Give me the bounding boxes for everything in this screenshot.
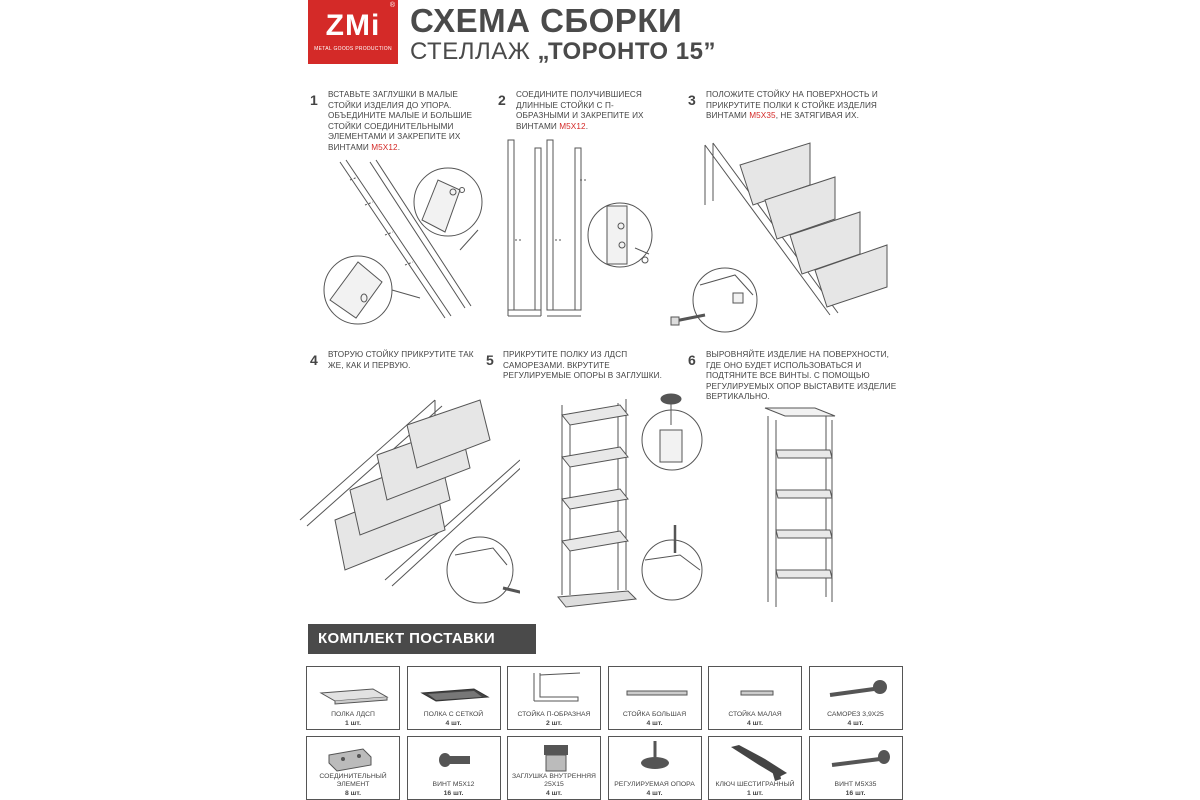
kit-item-name: САМОРЕЗ 3,9Х25 [827,710,884,718]
step-2-illustration [495,130,665,330]
kit-item-qty: 1 шт. [345,720,361,727]
step-2-suffix: . [585,121,589,131]
step-2-text [516,90,666,132]
step-4-illustration [295,380,520,610]
step-1-screw: М5Х12 [371,142,398,152]
step-3-illustration [665,135,900,335]
kit-item-name: СТОЙКА БОЛЬШАЯ [622,710,687,718]
kit-banner: КОМПЛЕКТ ПОСТАВКИ [308,624,536,654]
kit-item-name: ВИНТ М5Х35 [834,780,877,788]
step-5-illustration [550,385,705,615]
step-1-text [328,90,478,153]
kit-item-qty: 8 шт. [345,790,361,797]
step-3-suffix: , НЕ ЗАТЯГИВАЯ ИХ. [775,111,859,120]
logo-tagline: METAL GOODS PRODUCTION [314,46,392,52]
long-post-icon [609,667,703,711]
page-title: СХЕМА СБОРКИ [410,2,683,39]
step-3-number: 3 [688,92,696,108]
step-2-instruction: СОЕДИНИТЕ ПОЛУЧИВШИЕСЯ ДЛИННЫЕ СТОЙКИ С П-ОБРАЗНЫМИ И ЗАКРЕПИТЕ ИХ ВИНТАМИ [516,90,644,131]
step-4-text [328,350,478,371]
step-2-screw: М5Х12 [559,121,586,131]
kit-item [809,666,903,730]
kit-item [507,666,601,730]
step-5-number: 5 [486,352,494,368]
step-3-text [706,90,901,122]
kit-item [608,666,702,730]
short-post-icon [709,667,803,711]
kit-item [608,736,702,800]
kit-item [306,736,400,800]
step-4-instruction: ВТОРУЮ СТОЙКУ ПРИКРУТИТЕ ТАК ЖЕ, КАК И ПЕРВУЮ. [328,350,474,370]
kit-item-qty: 4 шт. [646,790,663,797]
brand-logo [308,0,398,64]
step-1-illustration [310,150,490,330]
page-subtitle [410,38,716,66]
step-6-illustration [760,402,840,612]
shelf-board-icon [307,667,401,711]
subtitle-model: „ТОРОНТО 15” [537,38,716,65]
step-4-number: 4 [310,352,318,368]
kit-item [809,736,903,800]
kit-item-name: СТОЙКА П-ОБРАЗНАЯ [517,710,591,718]
kit-item-qty: 4 шт. [445,720,462,727]
kit-item-qty: 16 шт. [443,790,464,797]
kit-item [407,666,501,730]
kit-item-name: ПОЛКА С СЕТКОЙ [423,710,484,718]
kit-item-name: СТОЙКА МАЛАЯ [728,710,782,718]
kit-item-qty: 4 шт. [747,720,763,727]
step-1-number: 1 [310,92,318,108]
mesh-shelf-icon [408,667,502,711]
step-3-instruction: ПОЛОЖИТЕ СТОЙКУ НА ПОВЕРХНОСТЬ И ПРИКРУТИТЕ ПОЛКИ К СТОЙКЕ ИЗДЕЛИЯ ВИНТАМИ [706,90,878,120]
kit-item-qty: 4 шт. [847,720,864,727]
step-5-text [503,350,673,382]
kit-item [306,666,400,730]
step-6-text [706,350,901,403]
u-frame-icon [508,667,602,711]
registered-mark: ® [389,2,395,9]
step-1-instruction: ВСТАВЬТЕ ЗАГЛУШКИ В МАЛЫЕ СТОЙКИ ИЗДЕЛИЯ ДО УПОРА. ОБЪЕДИНИТЕ МАЛЫЕ И БОЛЬШИЕ СТОЙКИ СОЕДИНИТЕЛЬНЫМИ ЭЛЕМЕНТАМИ И ЗАКРЕПИТЕ ИХ ВИНТАМИ [328,90,473,152]
kit-item-name: КЛЮЧ ШЕСТИГРАННЫЙ [715,780,795,788]
kit-item [407,736,501,800]
kit-item-name: ЗАГЛУШКА ВНУТРЕННЯЯ 25Х15 [512,773,596,788]
kit-item [708,666,802,730]
step-2-number: 2 [498,92,506,108]
long-bolt-icon [810,737,904,781]
step-1-suffix: . [397,142,401,152]
short-bolt-icon [408,737,502,781]
hex-key-icon [709,737,803,781]
self-tapping-screw-icon [810,667,904,711]
kit-item-name: ВИНТ М5Х12 [432,780,475,788]
step-5-instruction: ПРИКРУТИТЕ ПОЛКУ ИЗ ЛДСП САМОРЕЗАМИ. ВКРУТИТЕ РЕГУЛИРУЕМЫЕ ОПОРЫ В ЗАГЛУШКИ. [503,350,663,380]
step-3-screw: М5Х35 [749,111,776,120]
step-6-instruction: ВЫРОВНЯЙТЕ ИЗДЕЛИЕ НА ПОВЕРХНОСТИ, ГДЕ ОНО БУДЕТ ИСПОЛЬЗОВАТЬСЯ И ПОДТЯНИТЕ ВСЕ ВИНТЫ. С ПОМОЩЬЮ РЕГУЛИРУЕМЫХ ОПОР ВЫСТАВИТЕ ИЗДЕЛИЕ ВЕРТИКАЛЬНО. [706,350,897,401]
kit-item-qty: 4 шт. [646,720,663,727]
step-6-number: 6 [688,352,696,368]
kit-item-qty: 16 шт. [845,790,866,797]
subtitle-prefix: СТЕЛЛАЖ [410,38,531,65]
kit-item-qty: 2 шт. [546,720,562,727]
logo-wordmark: ZMi [325,9,381,42]
kit-item [708,736,802,800]
kit-item [507,736,601,800]
kit-item-qty: 4 шт. [546,790,562,797]
adjustable-foot-icon [609,737,703,781]
kit-item-name: РЕГУЛИРУЕМАЯ ОПОРА [614,780,695,788]
kit-item-name: ПОЛКА ЛДСП [331,710,375,718]
kit-item-name: СОЕДИНИТЕЛЬНЫЙ ЭЛЕМЕНТ [319,773,387,788]
kit-item-qty: 1 шт. [747,790,763,797]
